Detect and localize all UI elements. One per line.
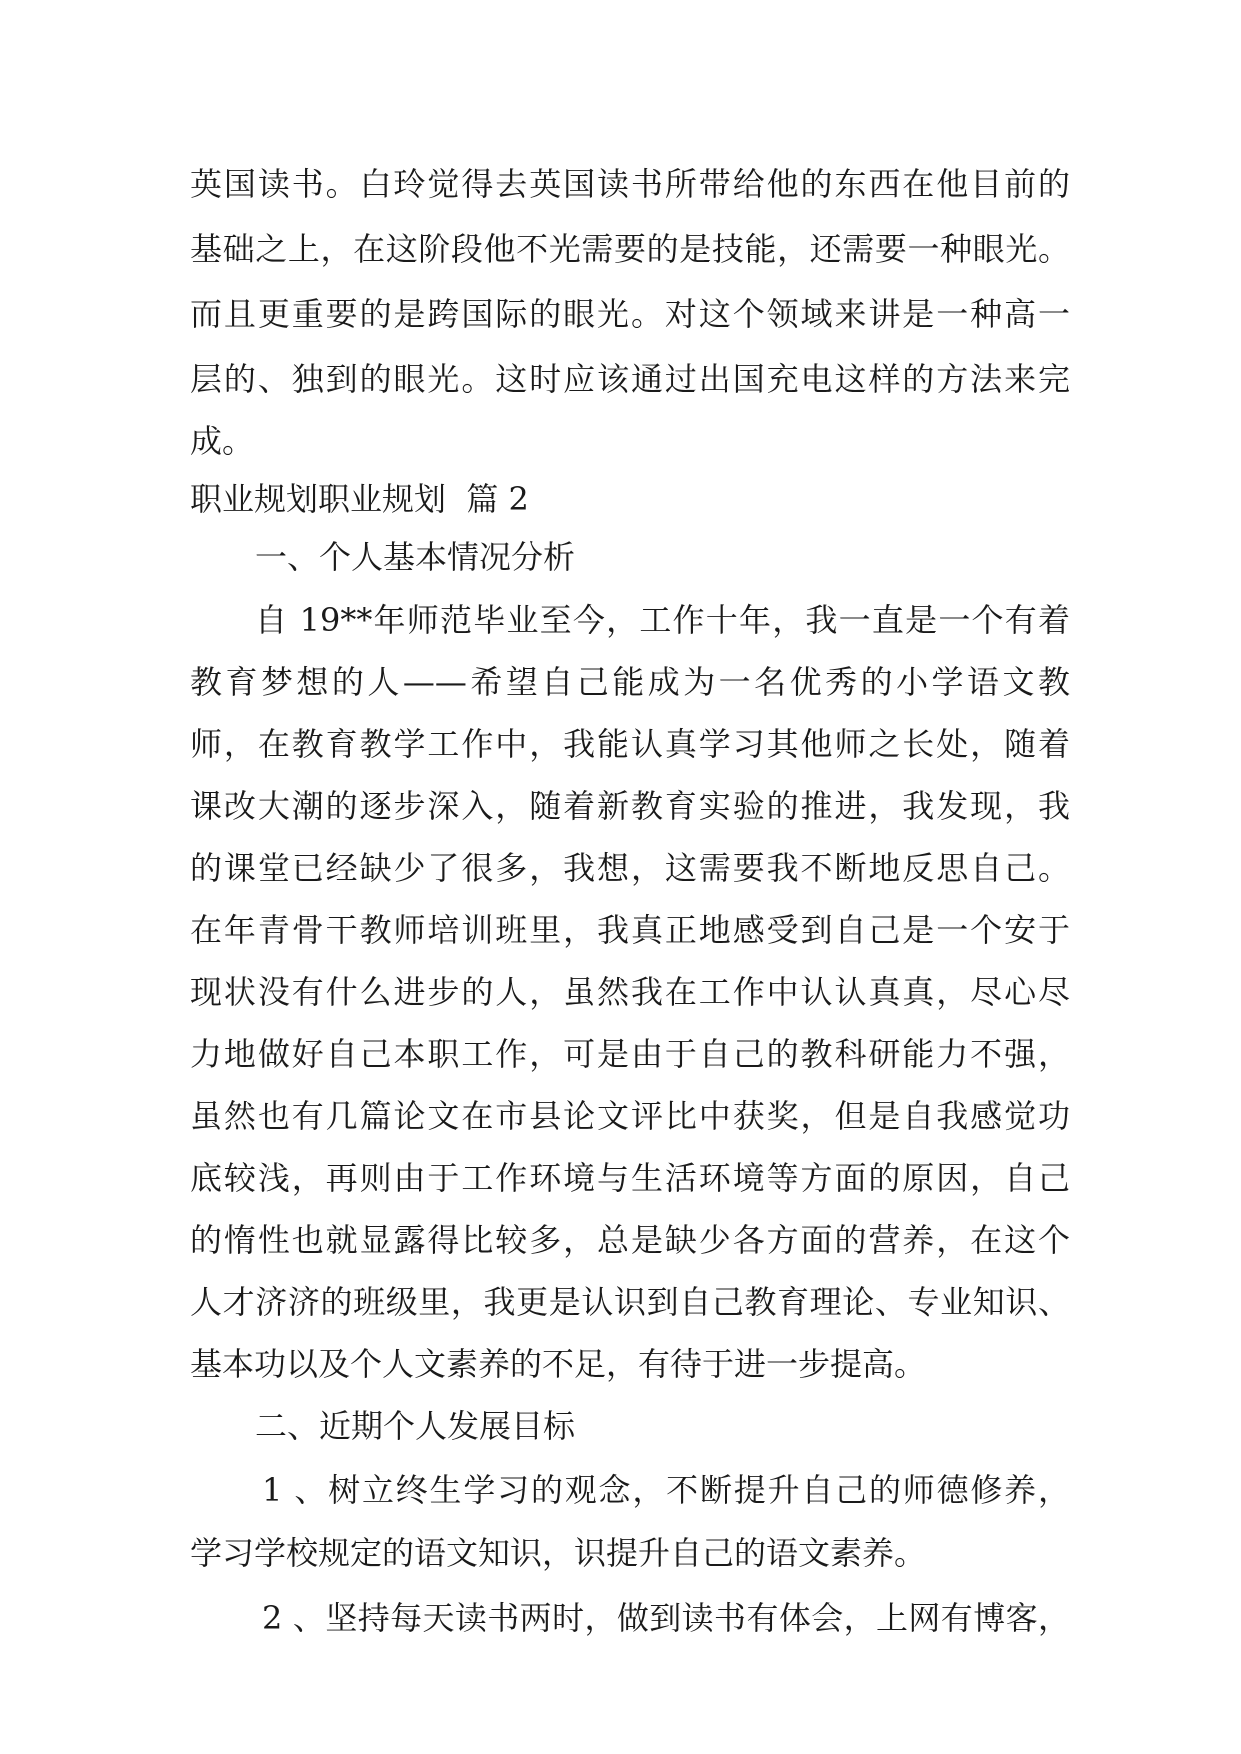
paragraph-line: 师，在教育教学工作中，我能认真学习其他师之长处，随着 (190, 725, 1070, 763)
paragraph-line: 成。 (190, 422, 255, 460)
paragraph-line: 课改大潮的逐步深入，随着新教育实验的推进，我发现，我 (190, 787, 1070, 825)
paragraph-line: 在年青骨干教师培训班里，我真正地感受到自己是一个安于 (190, 911, 1070, 949)
paragraph-line: 基础之上，在这阶段他不光需要的是技能，还需要一种眼光。 (190, 230, 1070, 268)
section-title: 职业规划职业规划 篇 2 (190, 480, 529, 518)
paragraph-line: 现状没有什么进步的人，虽然我在工作中认认真真，尽心尽 (190, 973, 1070, 1011)
list-item-line: 2 、坚持每天读书两时，做到读书有体会，上网有博客， (262, 1599, 1070, 1637)
paragraph-line: 层的、独到的眼光。这时应该通过出国充电这样的方法来完 (190, 360, 1070, 398)
paragraph-line: 自 19**年师范毕业至今，工作十年，我一直是一个有着 (255, 601, 1070, 639)
paragraph-line: 力地做好自己本职工作，可是由于自己的教科研能力不强， (190, 1035, 1070, 1073)
paragraph-line: 的课堂已经缺少了很多，我想，这需要我不断地反思自己。 (190, 849, 1070, 887)
paragraph-line: 底较浅，再则由于工作环境与生活环境等方面的原因，自己 (190, 1159, 1070, 1197)
paragraph-line: 的惰性也就显露得比较多，总是缺少各方面的营养，在这个 (190, 1221, 1070, 1259)
paragraph-line: 基本功以及个人文素养的不足，有待于进一步提高。 (190, 1345, 927, 1383)
paragraph-line: 虽然也有几篇论文在市县论文评比中获奖，但是自我感觉功 (190, 1097, 1070, 1135)
section-heading: 一、个人基本情况分析 (255, 538, 576, 576)
paragraph-line: 人才济济的班级里，我更是认识到自己教育理论、专业知识、 (190, 1283, 1070, 1321)
paragraph-line: 而且更重要的是跨国际的眼光。对这个领域来讲是一种高一 (190, 295, 1070, 333)
list-item-line: 1 、树立终生学习的观念，不断提升自己的师德修养， (262, 1471, 1070, 1509)
paragraph-line: 英国读书。白玲觉得去英国读书所带给他的东西在他目前的 (190, 165, 1070, 203)
list-item-line: 学习学校规定的语文知识，识提升自己的语文素养。 (190, 1534, 927, 1572)
paragraph-line: 教育梦想的人——希望自己能成为一名优秀的小学语文教 (190, 663, 1070, 701)
section-heading: 二、近期个人发展目标 (255, 1407, 576, 1445)
